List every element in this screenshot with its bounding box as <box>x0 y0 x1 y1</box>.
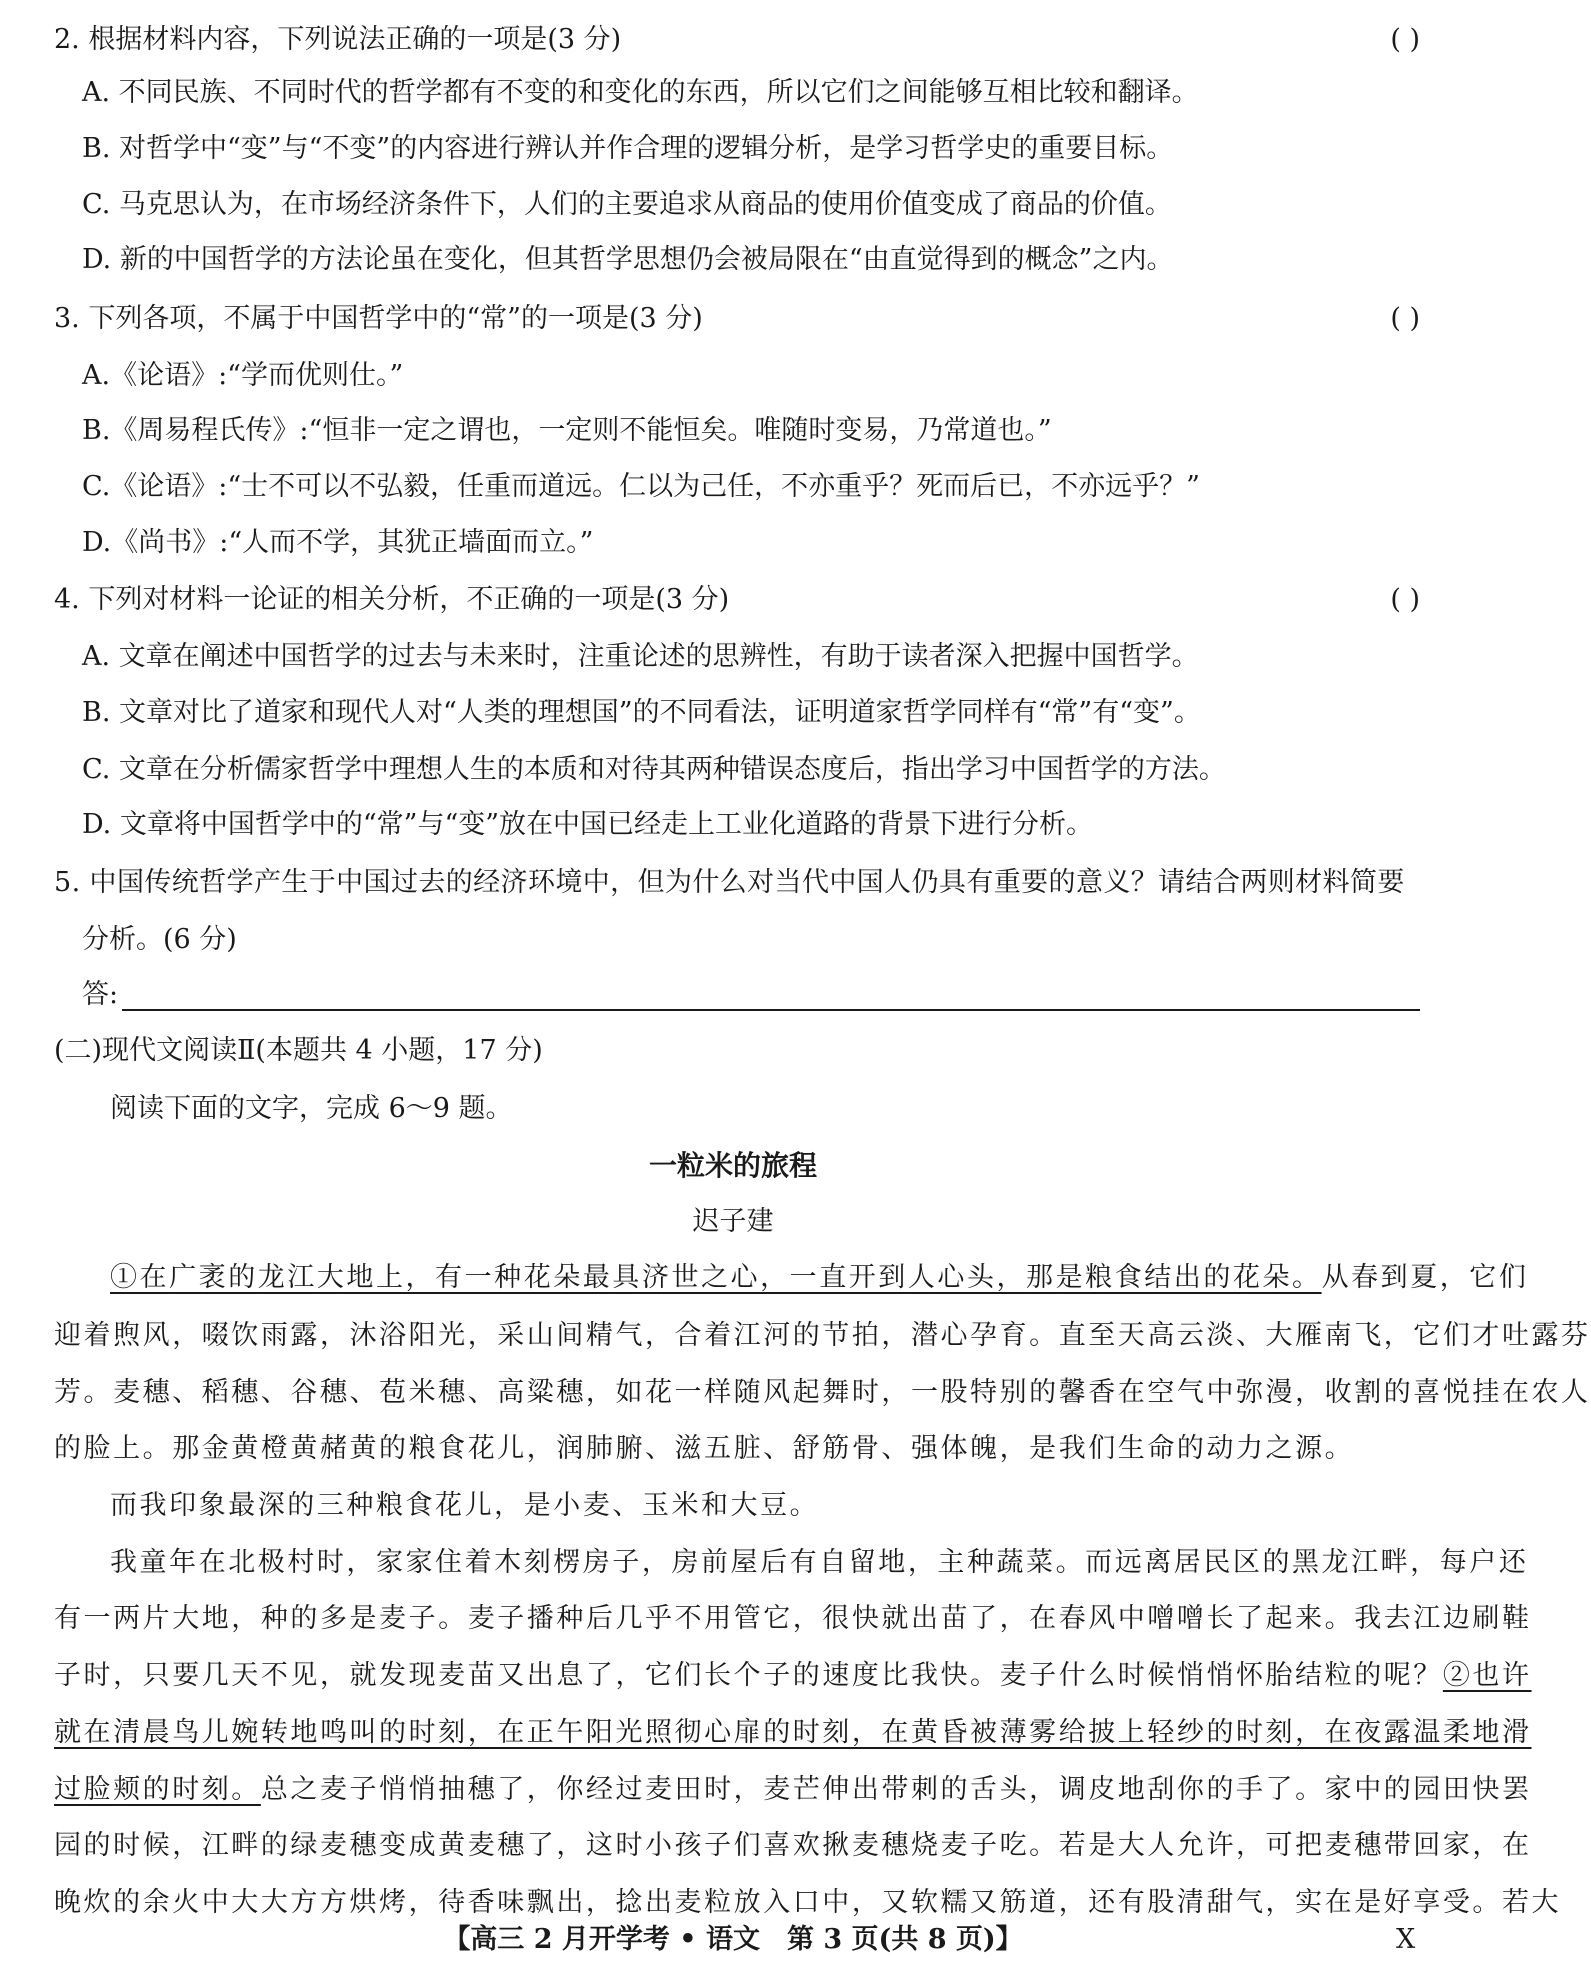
paragraph-3-line-6: 园的时候，江畔的绿麦穗变成黄麦穗了，这时小孩子们喜欢揪麦穗烧麦子吃。若是大人允许，可把麦穗带回家，在 <box>54 1830 1532 1861</box>
answer-label: 答: <box>82 979 119 1010</box>
question-3-option-c: C.《论语》:“士不可以不弘毅，任重而道远。仁以为己任，不亦重乎？死而后已，不亦远乎？” <box>82 471 1200 502</box>
question-4-option-d: D. 文章将中国哲学中的“常”与“变”放在中国已经走上工业化道路的背景下进行分析。 <box>82 809 1094 840</box>
paragraph-3-line-3-text: 子时，只要几天不见，就发现麦苗又出息了，它们长个子的速度比我快。麦子什么时候悄悄怀胎结粒的呢？ <box>54 1660 1443 1691</box>
underlined-sentence-2-start: ②也许 <box>1442 1660 1532 1691</box>
paragraph-3-line-5-rest: 总之麦子悄悄抽穗了，你经过麦田时，麦芒伸出带刺的舌头，调皮地刮你的手了。家中的园田快罢 <box>260 1774 1532 1805</box>
question-2-option-b: B. 对哲学中“变”与“不变”的内容进行辨认并作合理的逻辑分析，是学习哲学史的重要目标。 <box>82 133 1174 164</box>
paragraph-1-line-1-rest: 从春到夏，它们 <box>1321 1262 1529 1293</box>
answer-writing-line[interactable] <box>122 1009 1420 1011</box>
question-2-option-c: C. 马克思认为，在市场经济条件下，人们的主要追求从商品的使用价值变成了商品的价值。 <box>82 189 1172 220</box>
section-heading: (二)现代文阅读Ⅱ(本题共 4 小题，17 分) <box>54 1035 543 1066</box>
question-3-stem: 3. 下列各项，不属于中国哲学中的“常”的一项是(3 分) <box>54 303 703 334</box>
question-5-stem-line-2: 分析。(6 分) <box>82 924 237 955</box>
paragraph-3-line-2: 有一两片大地，种的多是麦子。麦子播种后几乎不用管它，很快就出苗了，在春风中噌噌长了起来。我去江边刷鞋 <box>54 1603 1532 1634</box>
question-3-option-a: A.《论语》:“学而优则仕。” <box>82 360 404 391</box>
question-2-option-d: D. 新的中国哲学的方法论虽在变化，但其哲学思想仍会被局限在“由直觉得到的概念”之内。 <box>82 244 1174 275</box>
paragraph-1-line-4: 的脸上。那金黄橙黄赭黄的粮食花儿，润肺腑、滋五脏、舒筋骨、强体魄，是我们生命的动力之源。 <box>54 1433 1355 1464</box>
question-5-stem-line-1: 5. 中国传统哲学产生于中国过去的经济环境中，但为什么对当代中国人仍具有重要的意义？请结合两则材料简要 <box>54 867 1405 898</box>
paragraph-1-line-2: 迎着煦风，啜饮雨露，沐浴阳光，采山间精气，合着江河的节拍，潜心孕育。直至天高云淡、大雁南飞，它们才吐露芬 <box>54 1320 1591 1351</box>
question-3-answer-paren: ( ) <box>1390 303 1420 334</box>
question-3-option-d: D.《尚书》:“人而不学，其犹正墙面而立。” <box>82 527 594 558</box>
paragraph-1-line-1 <box>110 1253 1529 1303</box>
paragraph-3-line-1: 我童年在北极村时，家家住着木刻楞房子，房前屋后有自留地，主种蔬菜。而远离居民区的黑龙江畔，每户还 <box>110 1547 1529 1578</box>
paragraph-3-line-5 <box>54 1765 1532 1815</box>
underlined-sentence-2-middle: 就在清晨鸟儿婉转地鸣叫的时刻，在正午阳光照彻心扉的时刻，在黄昏被薄雾给披上轻纱的时刻，在夜露温柔地滑 <box>54 1717 1532 1748</box>
paragraph-1-line-3: 芳。麦穗、稻穗、谷穗、苞米穗、高粱穗，如花一样随风起舞时，一股特别的馨香在空气中弥漫，收割的喜悦挂在农人 <box>54 1377 1591 1408</box>
page-footer: 【高三 2 月开学考 • 语文 第 3 页(共 8 页)】 <box>443 1924 1023 1955</box>
paragraph-2: 而我印象最深的三种粮食花儿，是小麦、玉米和大豆。 <box>110 1490 820 1521</box>
paragraph-3-line-4 <box>54 1708 1532 1758</box>
reading-instruction: 阅读下面的文字，完成 6～9 题。 <box>110 1093 513 1124</box>
paragraph-3-line-7: 晚炊的余火中大大方方烘烤，待香味飘出，捻出麦粒放入口中，又软糯又筋道，还有股清甜气，实在是好享受。若大 <box>54 1887 1562 1918</box>
question-2-stem: 2. 根据材料内容，下列说法正确的一项是(3 分) <box>54 24 622 55</box>
underlined-sentence-2-end: 过脸颊的时刻。 <box>54 1774 261 1805</box>
question-4-answer-paren: ( ) <box>1390 584 1420 615</box>
paper-version-code: X <box>1396 1924 1416 1955</box>
article-title: 一粒米的旅程 <box>648 1149 817 1182</box>
question-4-option-b: B. 文章对比了道家和现代人对“人类的理想国”的不同看法，证明道家哲学同样有“常”有“变”。 <box>82 697 1201 728</box>
question-3-option-b: B.《周易程氏传》:“恒非一定之谓也，一定则不能恒矣。唯随时变易，乃常道也。” <box>82 415 1052 446</box>
question-4-option-c: C. 文章在分析儒家哲学中理想人生的本质和对待其两种错误态度后，指出学习中国哲学的方法。 <box>82 754 1226 785</box>
question-2-option-a: A. 不同民族、不同时代的哲学都有不变的和变化的东西，所以它们之间能够互相比较和翻译。 <box>82 77 1199 108</box>
question-2-answer-paren: ( ) <box>1390 24 1420 55</box>
underlined-sentence-1: ①在广袤的龙江大地上，有一种花朵最具济世之心，一直开到人心头，那是粮食结出的花朵。 <box>110 1262 1322 1293</box>
question-4-option-a: A. 文章在阐述中国哲学的过去与未来时，注重论述的思辨性，有助于读者深入把握中国哲学。 <box>82 641 1199 672</box>
article-author: 迟子建 <box>692 1206 774 1237</box>
paragraph-3-line-3 <box>54 1651 1532 1701</box>
question-4-stem: 4. 下列对材料一论证的相关分析，不正确的一项是(3 分) <box>54 584 730 615</box>
